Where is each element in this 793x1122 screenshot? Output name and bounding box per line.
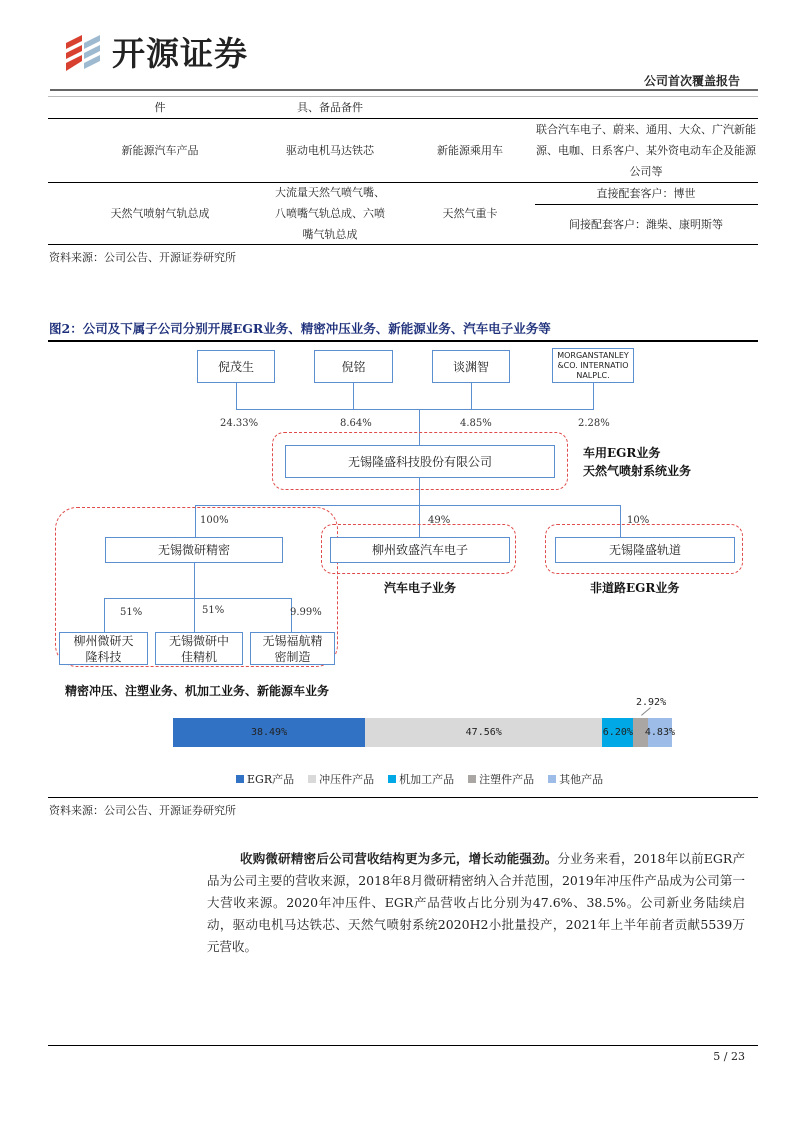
legend-swatch	[468, 775, 476, 783]
legend-swatch	[308, 775, 316, 783]
sub-box: 无锡隆盛轨道	[555, 537, 735, 563]
page-number: 5 / 23	[713, 1050, 745, 1063]
legend-swatch	[388, 775, 396, 783]
table-cell: 新能源汽车产品	[121, 143, 199, 157]
bar-segment-1	[365, 718, 602, 747]
body-paragraph	[207, 848, 745, 958]
sub-box: 无锡微研精密	[105, 537, 283, 563]
data-label: 38.49%	[250, 727, 288, 738]
shareholder-box: MORGANSTANLEY &CO. INTERNATIONALPLC.	[552, 348, 634, 383]
legend-item	[308, 771, 374, 787]
company-business: 天然气喷射系统业务	[583, 464, 692, 478]
sub-business: 非道路EGR业务	[590, 581, 680, 595]
legend-item	[468, 771, 534, 787]
legend-label: 机加工产品	[399, 773, 455, 786]
bar-segment-0	[173, 718, 365, 747]
shareholder-box: 谈渊智	[432, 350, 510, 383]
figure-title: 图2：公司及下属子公司分别开展EGR业务、精密冲压业务、新能源业务、汽车电子业务等	[49, 321, 551, 336]
revenue-stacked-bar	[173, 718, 675, 747]
sub-pct: 49%	[428, 515, 451, 526]
table-cell: 间接配套客户：潍柴、康明斯等	[569, 217, 723, 231]
chart-legend	[236, 768, 617, 787]
legend-label: 注塑件产品	[479, 773, 535, 786]
table-cell: 天然气喷射气轨总成	[110, 206, 210, 220]
company-business: 车用EGR业务	[583, 446, 661, 460]
figure-source: 资料来源：公司公告、开源证券研究所	[49, 804, 236, 817]
share-pct: 8.64%	[340, 418, 372, 429]
shareholder-box: 倪铭	[314, 350, 393, 383]
legend-swatch	[236, 775, 244, 783]
share-pct: 24.33%	[220, 418, 259, 429]
logo-text: 开源证券	[112, 34, 248, 73]
body-text: 分业务来看，2018年以前EGR产品为公司主要的营收来源，2018年8月微研精密纳入合并范围，2019年冲压件产品成为公司第一大营收来源。2020年冲压件、EGR产品营收占比分别为47.6%、38.5%。公司新业务陆续启动，驱动电机马达铁芯、天然气喷射系统2020H2小批量投产，2021年上半年前者贡献5539万元营收。	[207, 851, 745, 954]
legend-label: 冲压件产品	[319, 773, 375, 786]
data-label: 47.56%	[465, 727, 502, 738]
sub-pct: 10%	[627, 515, 650, 526]
logo-mark-icon	[62, 31, 106, 73]
data-label: 6.20%	[602, 727, 633, 738]
legend-item	[236, 771, 294, 787]
table-cell: 天然气重卡	[442, 206, 498, 220]
table-cell: 联合汽车电子、蔚来、通用、大众、广汽新能源、电咖、日系客户、某外资电动车企及能源公司等	[536, 122, 756, 178]
table-cell: 驱动电机马达铁芯	[286, 143, 374, 157]
sub-box: 柳州致盛汽车电子	[330, 537, 510, 563]
legend-item	[388, 771, 454, 787]
table-cell: 具、备品备件	[297, 100, 363, 114]
data-label: 4.83%	[644, 727, 675, 738]
subsub-box: 无锡福航精密制造	[250, 632, 335, 665]
bar-segment-4	[644, 718, 675, 747]
bar-segment-2	[602, 718, 633, 747]
body-lead: 收购微研精密后公司营收结构更为多元，增长动能强劲。	[240, 851, 558, 866]
table-source: 资料来源：公司公告、开源证券研究所	[49, 251, 236, 264]
subsub-box: 无锡微研中佳精机	[155, 632, 243, 665]
company-box: 无锡隆盛科技股份有限公司	[285, 445, 555, 478]
small-seg-callout-line	[641, 707, 651, 715]
table-cell: 件	[154, 100, 166, 114]
legend-swatch	[548, 775, 556, 783]
sub-business: 汽车电子业务	[384, 581, 457, 595]
subsub-box: 柳州微研天隆科技	[59, 632, 148, 665]
legend-label: EGR产品	[247, 773, 295, 786]
table-cell: 直接配套客户：博世	[596, 186, 696, 200]
shareholder-box: 倪茂生	[197, 350, 275, 383]
logo	[62, 28, 248, 75]
data-label: 2.92%	[636, 697, 667, 708]
sub-pct: 100%	[200, 515, 229, 526]
report-type: 公司首次覆盖报告	[643, 74, 740, 88]
legend-label: 其他产品	[559, 773, 604, 786]
legend-item	[548, 771, 603, 787]
subsub-pct: 51%	[120, 607, 143, 618]
subsub-pct: 51%	[202, 605, 225, 616]
left-business: 精密冲压、注塑业务、机加工业务、新能源车业务	[65, 684, 330, 698]
subsub-pct: 9.99%	[290, 607, 322, 618]
share-pct: 2.28%	[578, 418, 610, 429]
share-pct: 4.85%	[460, 418, 492, 429]
table-cell: 大流量天然气喷气嘴、八喷嘴气轨总成、六喷嘴气轨总成	[275, 185, 385, 241]
table-cell: 新能源乘用车	[437, 143, 503, 157]
header-rule	[50, 89, 758, 91]
